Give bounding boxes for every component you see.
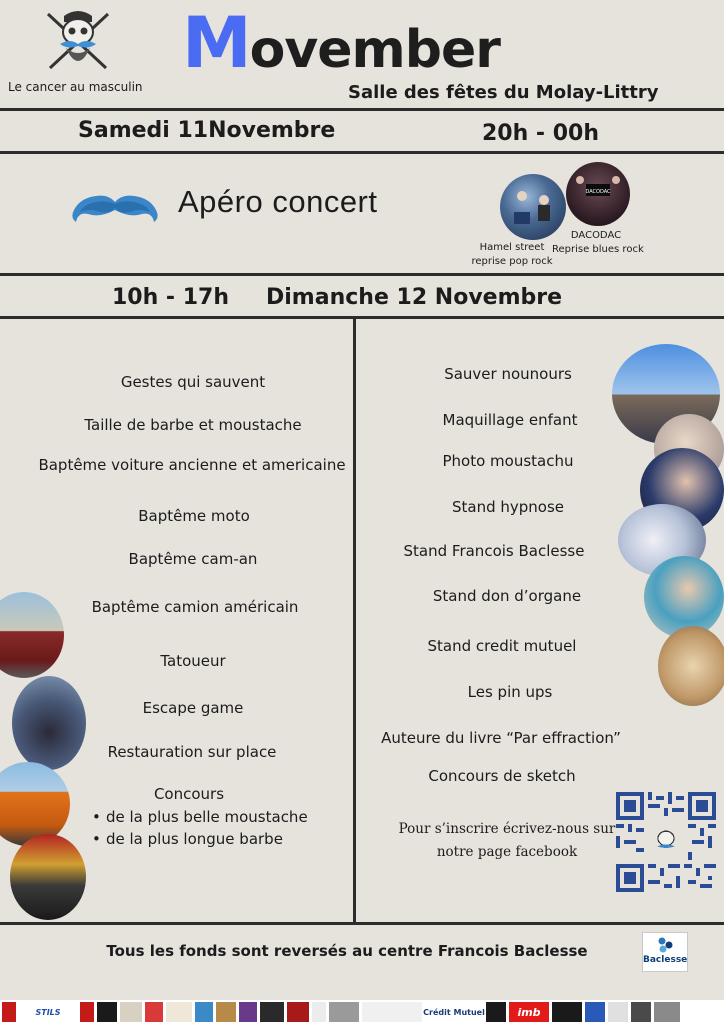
title-initial: M (182, 2, 250, 84)
activity-item: Baptême voiture ancienne et americaine (38, 456, 346, 474)
sponsor-strip (0, 1000, 724, 1024)
sponsor-logo-stils (19, 1002, 77, 1022)
logo (42, 8, 114, 74)
sponsor-name: imb (517, 1005, 541, 1019)
photo-motorbike-trike (12, 676, 86, 770)
activity-item: Maquillage enfant (442, 411, 578, 429)
divider (0, 922, 724, 925)
activity-item: Restauration sur place (107, 743, 277, 761)
sponsor-logo (260, 1002, 284, 1022)
activity-item: Photo moustachu (442, 452, 574, 470)
divider (0, 151, 724, 154)
sponsor-logo (329, 1002, 359, 1022)
qr-code-icon[interactable] (616, 792, 716, 892)
band-name: Hamel street (479, 242, 545, 253)
band-photo-dacodac (566, 162, 630, 226)
band-caption-dacodac (552, 229, 644, 257)
activity-item: Concours de sketch (428, 767, 576, 785)
event-title: Apéro concert (178, 184, 378, 219)
activity-item: Escape game (142, 699, 244, 717)
activity-item: Stand credit mutuel (427, 637, 577, 655)
sponsor-logo (97, 1002, 117, 1022)
activity-item: Sauver nounours (444, 365, 572, 383)
activity-item: Stand don d’organe (432, 587, 582, 605)
photo-vintage-car (0, 592, 64, 678)
page-title (182, 2, 500, 84)
band-caption-hamel-street (466, 241, 558, 269)
band-genre: reprise pop rock (471, 256, 553, 267)
sponsor-name: Crédit Mutuel (423, 1007, 485, 1017)
sponsor-logo (195, 1002, 213, 1022)
activity-item: Tatoueur (160, 652, 226, 670)
tagline: Le cancer au masculin (8, 80, 143, 94)
column-divider (353, 318, 356, 924)
photo-pinups-board (658, 626, 724, 706)
saturday-date: Samedi 11Novembre (78, 118, 336, 143)
sponsor-logo (585, 1002, 605, 1022)
activity-item: Baptême camion américain (91, 598, 299, 616)
venue: Salle des fêtes du Molay-Littry (348, 82, 659, 103)
sponsor-logo-imb (509, 1002, 549, 1022)
band-genre: Reprise blues rock (552, 244, 644, 255)
activity-item: Auteure du livre “Par effraction” (381, 729, 621, 747)
sponsor-logo (120, 1002, 142, 1022)
sponsor-logo (631, 1002, 651, 1022)
sponsor-logo-credit-mutuel (425, 1002, 483, 1022)
sponsor-logo (287, 1002, 309, 1022)
divider (0, 273, 724, 276)
sponsor-logo (608, 1002, 628, 1022)
divider (0, 316, 724, 319)
activity-item: Stand Francois Baclesse (403, 542, 585, 560)
list-item: • de la plus belle moustache (92, 806, 308, 828)
sponsor-logo (654, 1002, 680, 1022)
sponsor-logo (239, 1002, 257, 1022)
saturday-time: 20h - 00h (482, 121, 600, 146)
mustache-icon (70, 192, 160, 230)
title-rest: ovember (249, 20, 500, 80)
sponsor-logo (2, 1002, 16, 1022)
sponsor-logo (486, 1002, 506, 1022)
bearded-skull-icon (42, 8, 114, 74)
photo-moto (10, 834, 86, 920)
sponsor-name: STILS (35, 1007, 61, 1017)
sponsor-logo (145, 1002, 163, 1022)
sponsor-logo (552, 1002, 582, 1022)
svg-text:DACODAC: DACODAC (585, 189, 611, 195)
activity-item: Les pin ups (467, 683, 553, 701)
sunday-date: Dimanche 12 Novembre (266, 285, 563, 310)
band-name: DACODAC (570, 230, 622, 241)
footer-text: Tous les fonds sont reversés au centre Francois Baclesse (106, 942, 588, 960)
activity-item: Baptême moto (138, 507, 250, 525)
signup-line: Pour s’inscrire écrivez-nous sur (398, 821, 616, 837)
divider (0, 108, 724, 111)
sponsor-logo (312, 1002, 326, 1022)
photo-baclesse-stand (644, 556, 724, 638)
baclesse-logo (642, 932, 688, 972)
photo-american-truck (0, 762, 70, 846)
sponsor-logo (166, 1002, 192, 1022)
activity-item: Stand hypnose (451, 498, 565, 516)
baclesse-logo-text: Baclesse (643, 955, 688, 965)
activity-item: Concours (153, 785, 225, 803)
sponsor-logo (80, 1002, 94, 1022)
activity-item: Taille de barbe et moustache (84, 416, 302, 434)
sponsor-logo (362, 1002, 422, 1022)
activity-item: Gestes qui sauvent (120, 373, 266, 391)
sponsor-logo (216, 1002, 236, 1022)
activity-item: Baptême cam-an (128, 550, 258, 568)
list-item: • de la plus longue barbe (92, 828, 308, 850)
signup-line: notre page facebook (436, 844, 578, 860)
signup-text (376, 818, 638, 864)
sunday-time: 10h - 17h (112, 285, 230, 310)
contest-list (92, 806, 308, 850)
